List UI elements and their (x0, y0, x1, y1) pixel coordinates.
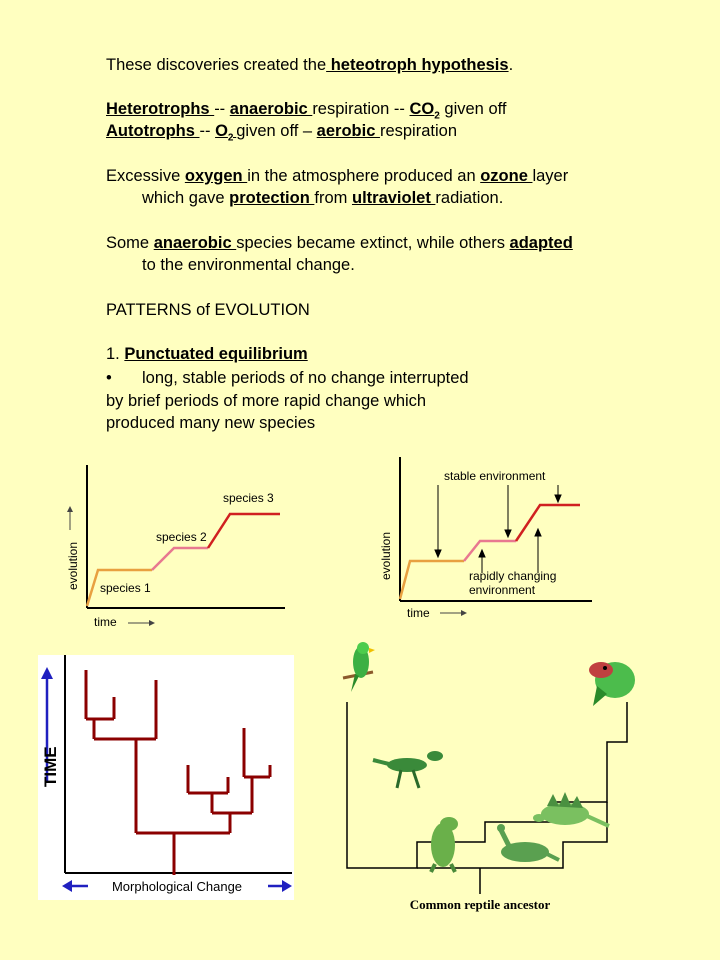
phylogenetic-tree (38, 655, 294, 900)
o2-term (215, 122, 237, 144)
text: radiation. (435, 189, 504, 207)
morph-label: Morphological Change (111, 879, 243, 894)
species-3-line (208, 514, 280, 548)
text: Excessive (106, 167, 185, 185)
stable-arrows (435, 485, 561, 557)
stage-2-line (464, 541, 516, 561)
text: Some (106, 234, 154, 252)
bullet-text: long, stable periods of no change interrupted (142, 369, 469, 387)
rapid-label-2: environment (469, 583, 536, 597)
species-2-label: species 2 (156, 530, 207, 544)
species-line-1 (106, 232, 573, 254)
oxygen-term: oxygen (184, 167, 248, 185)
raptor-icon (373, 751, 443, 788)
theropod-icon (431, 817, 458, 872)
o2-text: O (215, 122, 228, 140)
autotrophs-line (106, 120, 457, 149)
co2-subscript: 2 (434, 110, 440, 122)
punctuated-heading (106, 343, 308, 365)
intro-term: heteotroph hypothesis (326, 56, 509, 74)
text: in the atmosphere produced an (247, 167, 481, 185)
rapid-arrows (479, 529, 541, 573)
y-axis-label: evolution (379, 531, 393, 580)
x-axis-label: time (94, 615, 117, 629)
text: which gave (142, 189, 230, 207)
bullet-icon: • (106, 369, 112, 387)
respiration-text: respiration (379, 122, 457, 140)
bullet-line-2: by brief periods of more rapid change which (106, 392, 427, 410)
punctuated-term: Punctuated equilibrium (124, 345, 308, 363)
stable-environment-label: stable environment (444, 469, 546, 483)
given-off-text: given off – (236, 122, 317, 140)
adapted-term: adapted (509, 234, 573, 252)
bullet-line-1 (106, 367, 469, 389)
oxygen-line-2 (142, 187, 503, 209)
given-off-text: given off (439, 100, 507, 118)
ultraviolet-term: ultraviolet (351, 189, 436, 207)
intro-line (106, 54, 513, 76)
patterns-heading: PATTERNS of EVOLUTION (106, 301, 310, 319)
respiration-text: respiration -- (312, 100, 410, 118)
species-2-line (152, 548, 208, 570)
y-axis-arrow-head (67, 506, 73, 512)
text: layer (532, 167, 569, 185)
intro-pre: These discoveries created the (106, 56, 327, 74)
co2-term (409, 100, 440, 122)
ozone-term: ozone (480, 167, 533, 185)
anaerobic-term: anaerobic (229, 100, 313, 118)
list-number: 1. (106, 345, 125, 363)
stage-3-line (516, 505, 580, 541)
anaerobic-term: anaerobic (153, 234, 237, 252)
species-line-2: to the environmental change. (142, 256, 355, 274)
x-axis-label: time (407, 606, 430, 620)
species-3-label: species 3 (223, 491, 274, 505)
bullet-line-3: produced many new species (106, 414, 316, 432)
time-label: TIME (41, 746, 60, 787)
co2-text: CO (409, 100, 435, 118)
stegosaurus-icon (533, 792, 609, 826)
punctuated-chart-left (60, 460, 300, 635)
o2-subscript: 2 (227, 132, 237, 144)
stage-1-line (400, 561, 464, 599)
aerobic-term: aerobic (316, 122, 380, 140)
common-ancestor-label: Common reptile ancestor (409, 897, 551, 912)
dash: -- (214, 100, 230, 118)
sauropod-icon (497, 824, 559, 862)
intro-post: . (508, 56, 514, 74)
frilled-lizard-icon (589, 662, 635, 706)
rapid-label-1: rapidly changing (469, 569, 557, 583)
protection-term: protection (229, 189, 315, 207)
text: species became extinct, while others (236, 234, 510, 252)
dash: -- (199, 122, 216, 140)
oxygen-line-1 (106, 165, 568, 187)
species-1-label: species 1 (100, 581, 151, 595)
x-axis-arrow-head (149, 620, 155, 626)
parrot-icon (343, 642, 375, 692)
punctuated-chart-right (372, 455, 597, 625)
x-axis-arrow-head (461, 610, 467, 616)
reptile-cladogram (325, 640, 655, 920)
autotrophs-term: Autotrophs (106, 122, 200, 140)
cladogram-lines (347, 702, 627, 894)
y-axis-label: evolution (66, 541, 80, 590)
heterotrophs-term: Heterotrophs (106, 100, 215, 118)
text: from (314, 189, 352, 207)
